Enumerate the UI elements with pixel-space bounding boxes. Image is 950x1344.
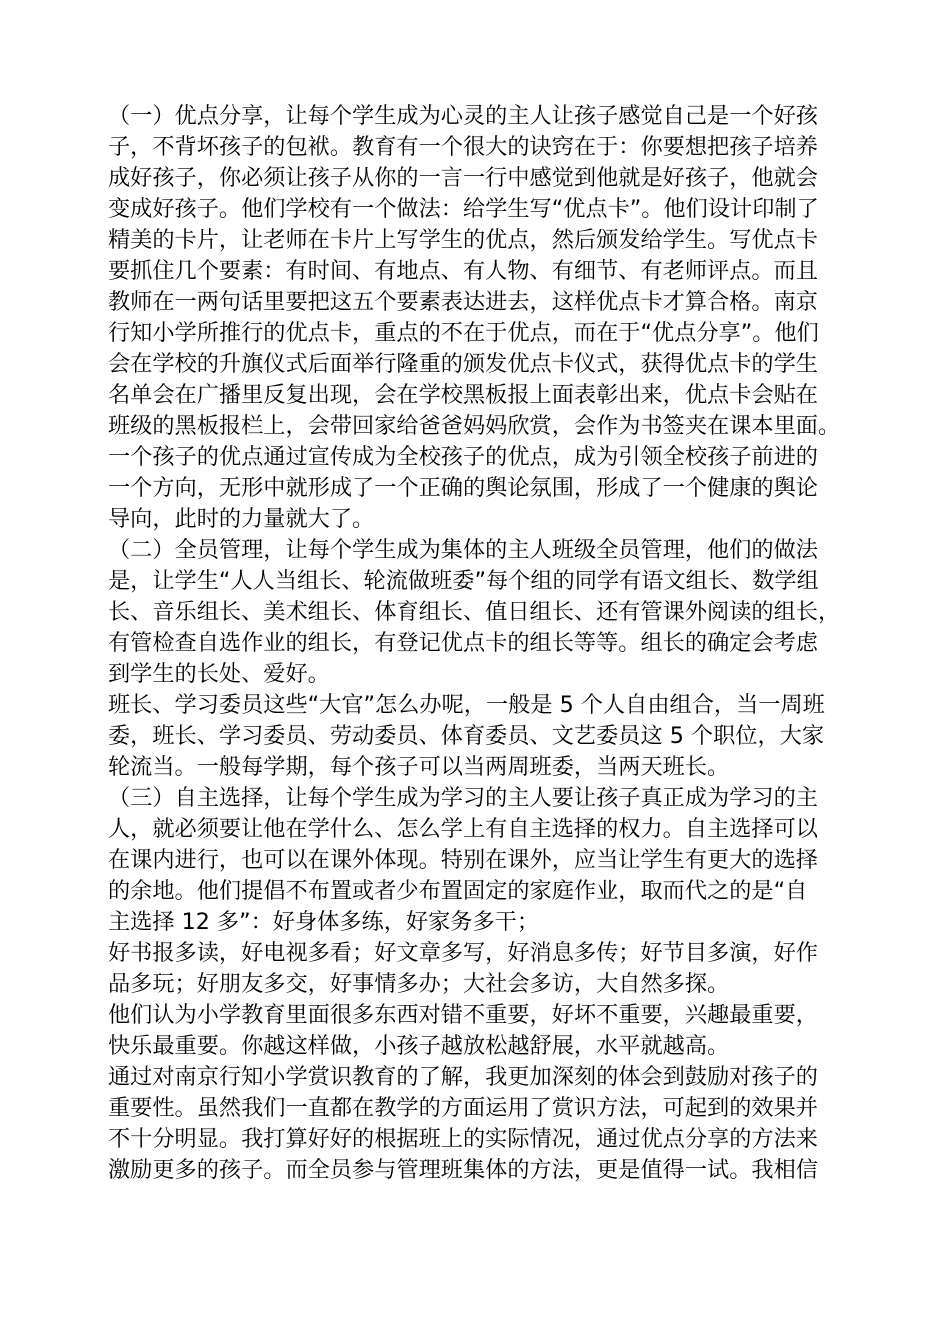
text-line: 一个方向，无形中就形成了一个正确的舆论氛围，形成了一个健康的舆论 xyxy=(108,475,818,501)
paragraph-superiority-sharing xyxy=(108,101,868,535)
text-line: 在课内进行，也可以在课外体现。特别在课外，应当让学生有更大的选择 xyxy=(108,847,818,873)
text-line: 激励更多的孩子。而全员参与管理班集体的方法，更是值得一试。我相信 xyxy=(108,1157,818,1183)
paragraph-full-management xyxy=(108,535,868,690)
text-line: 好书报多读，好电视多看；好文章多写，好消息多传；好节目多演，好作 xyxy=(108,940,818,966)
text-line: 要抓住几个要素：有时间、有地点、有人物、有细节、有老师评点。而且 xyxy=(108,258,818,284)
text-line: 班级的黑板报栏上，会带回家给爸爸妈妈欣赏，会作为书签夹在课本里面。 xyxy=(108,413,841,439)
text-line: 导向，此时的力量就大了。 xyxy=(108,506,375,532)
text-line: 他们认为小学教育里面很多东西对错不重要，好坏不重要，兴趣最重要， xyxy=(108,1002,818,1028)
text-line: （三）自主选择，让每个学生成为学习的主人要让孩子真正成为学习的主 xyxy=(108,785,818,811)
text-line: 子，不背坏孩子的包袱。教育有一个很大的诀窍在于：你要想把孩子培养 xyxy=(108,134,818,160)
text-line: 行知小学所推行的优点卡，重点的不在于优点，而在于“优点分享”。他们 xyxy=(108,320,819,346)
text-line: 长、音乐组长、美术组长、体育组长、值日组长、还有管课外阅读的组长， xyxy=(108,599,841,625)
text-line: 快乐最重要。你越这样做，小孩子越放松越舒展，水平就越高。 xyxy=(108,1033,730,1059)
text-line: 精美的卡片，让老师在卡片上写学生的优点，然后颁发给学生。写优点卡 xyxy=(108,227,818,253)
text-line: 主选择 12 多”：好身体多练，好家务多干； xyxy=(108,909,540,935)
text-line: 重要性。虽然我们一直都在教学的方面运用了赏识方法，可起到的效果并 xyxy=(108,1095,818,1121)
paragraph-self-selection xyxy=(108,783,868,938)
text-line: 轮流当。一般每学期，每个孩子可以当两周班委，当两天班长。 xyxy=(108,754,730,780)
text-line: 是，让学生“人人当组长、轮流做班委”每个组的同学有语文组长、数学组 xyxy=(108,568,819,594)
text-line: 教师在一两句话里要把这五个要素表达进去，这样优点卡才算合格。南京 xyxy=(108,289,818,315)
text-line: 名单会在广播里反复出现，会在学校黑板报上面表彰出来，优点卡会贴在 xyxy=(108,382,818,408)
text-line: 成好孩子，你必须让孩子从你的一言一行中感觉到他就是好孩子，他就会 xyxy=(108,165,818,191)
text-line: 人，就必须要让他在学什么、怎么学上有自主选择的权力。自主选择可以 xyxy=(108,816,818,842)
text-line: （一）优点分享，让每个学生成为心灵的主人让孩子感觉自己是一个好孩 xyxy=(108,103,818,129)
paragraph-class-leaders xyxy=(108,690,868,783)
text-line: 品多玩；好朋友多交，好事情多办；大社会多访，大自然多探。 xyxy=(108,971,730,997)
text-line: 不十分明显。我打算好好的根据班上的实际情况，通过优点分享的方法来 xyxy=(108,1126,818,1152)
text-line: 通过对南京行知小学赏识教育的了解，我更加深刻的体会到鼓励对孩子的 xyxy=(108,1064,818,1090)
text-line: 一个孩子的优点通过宣传成为全校孩子的优点，成为引领全校孩子前进的 xyxy=(108,444,818,470)
paragraph-twelve-mores xyxy=(108,938,868,1000)
text-line: 班长、学习委员这些“大官”怎么办呢，一般是 5 个人自由组合，当一周班 xyxy=(108,692,825,718)
text-line: 的余地。他们提倡不布置或者少布置固定的家庭作业，取而代之的是“自 xyxy=(108,878,808,904)
document-page xyxy=(108,101,868,1186)
text-line: 变成好孩子。他们学校有一个做法：给学生写“优点卡”。他们设计印制了 xyxy=(108,196,819,222)
text-line: 会在学校的升旗仪式后面举行隆重的颁发优点卡仪式，获得优点卡的学生 xyxy=(108,351,818,377)
paragraph-reflection xyxy=(108,1062,868,1186)
text-line: （二）全员管理，让每个学生成为集体的主人班级全员管理，他们的做法 xyxy=(108,537,818,563)
text-line: 有管检查自选作业的组长，有登记优点卡的组长等等。组长的确定会考虑 xyxy=(108,630,818,656)
paragraph-interest-matters xyxy=(108,1000,868,1062)
text-line: 委，班长、学习委员、劳动委员、体育委员、文艺委员这 5 个职位，大家 xyxy=(108,723,825,749)
text-line: 到学生的长处、爱好。 xyxy=(108,661,330,687)
